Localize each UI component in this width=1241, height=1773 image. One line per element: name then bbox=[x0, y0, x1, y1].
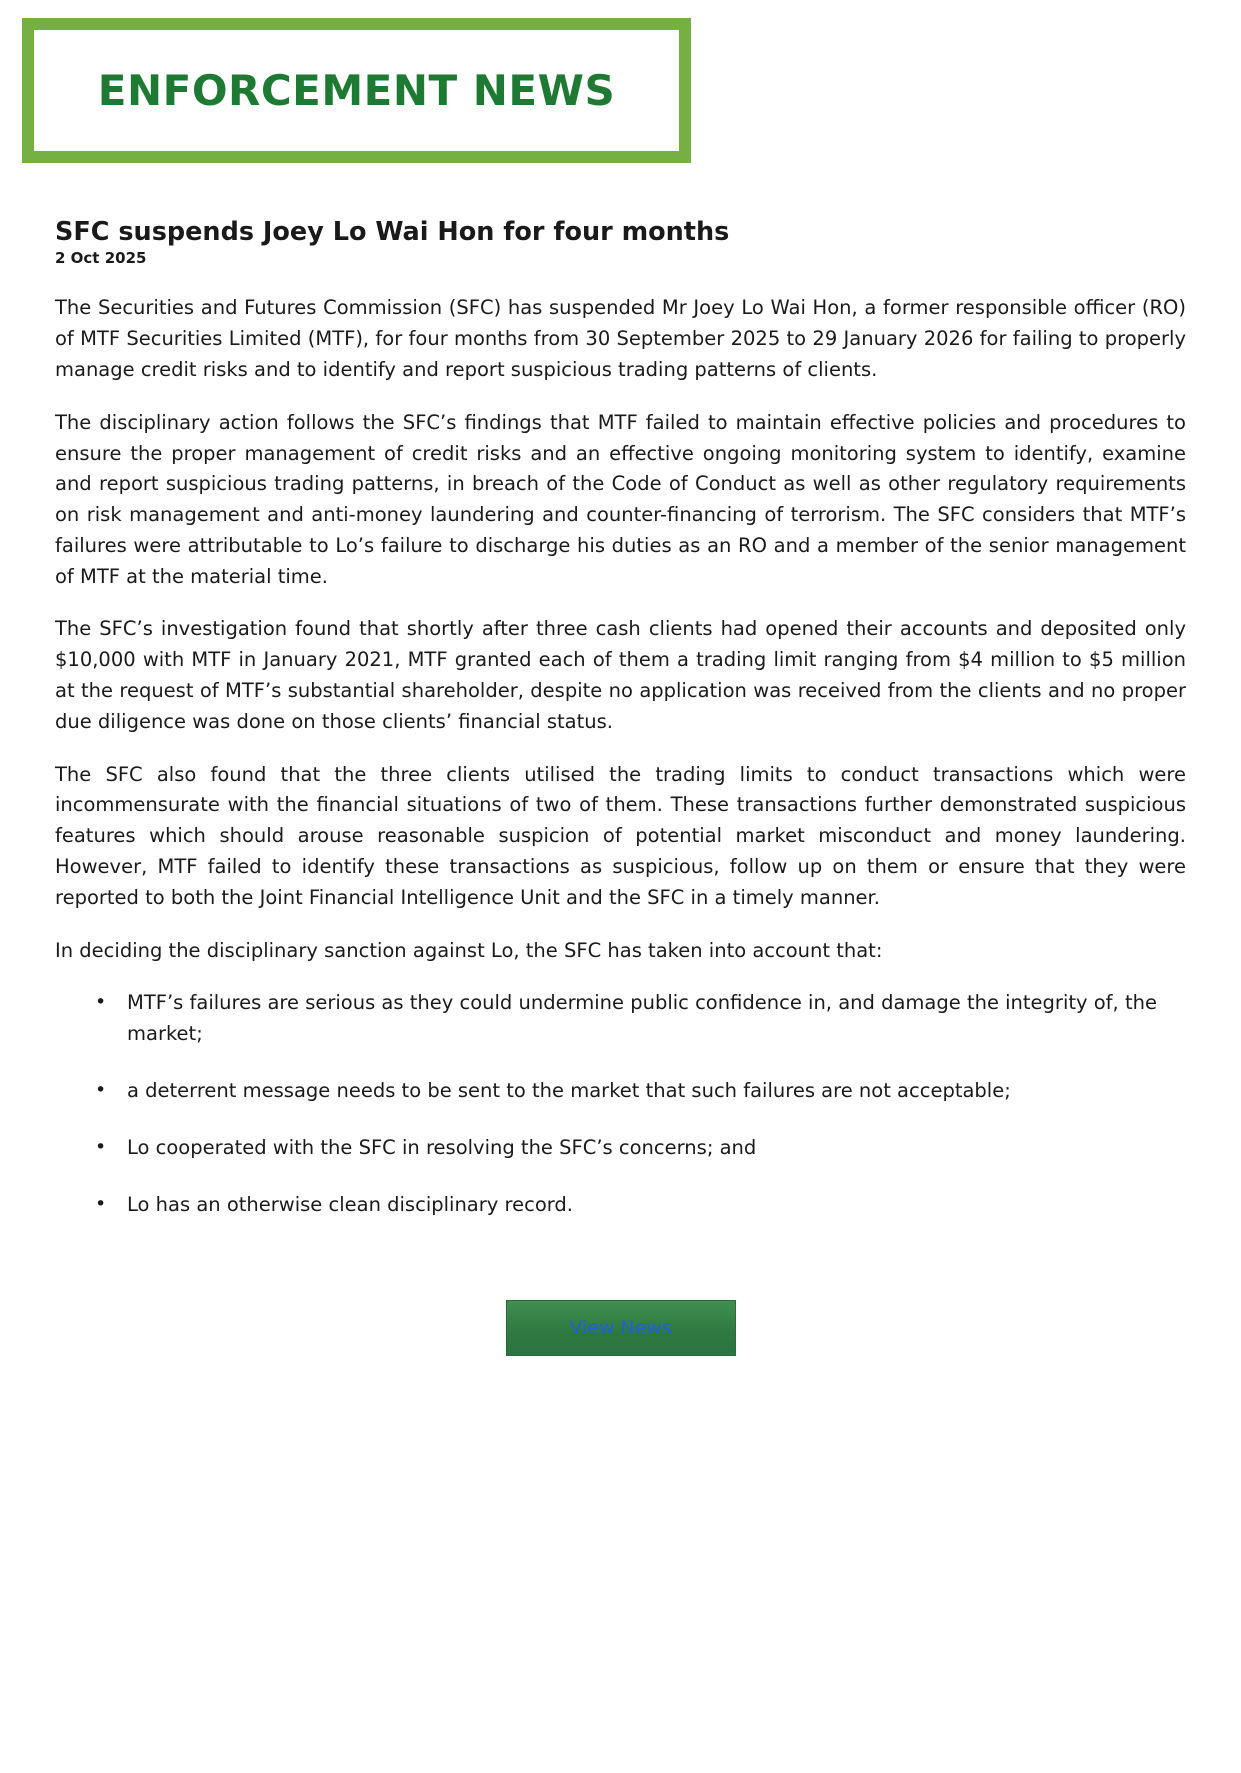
body-paragraph-1: The Securities and Futures Commission (SFC) has suspended Mr Joey Lo Wai Hon, a former responsible officer (RO) of MTF Securities Limited (MTF), for four months from 30 September 2025 to 29 January 2026 for failing to properly manage credit risks and to identify and report suspicious trading patterns of clients. bbox=[55, 296, 1186, 381]
list-item: • Lo cooperated with the SFC in resolving the SFC’s concerns; and bbox=[55, 1133, 1186, 1164]
view-news-button[interactable] bbox=[506, 1300, 736, 1356]
article bbox=[55, 218, 1186, 1416]
list-item: • a deterrent message needs to be sent to the market that such failures are not acceptable; bbox=[55, 1076, 1186, 1107]
body-paragraph-4: The SFC also found that the three clients utilised the trading limits to conduct transactions which were incommensurate with the financial situations of two of them. These transactions further demonstrated suspicious features which should arouse reasonable suspicion of potential market misconduct and money laundering. However, MTF failed to identify these transactions as suspicious, follow up on them or ensure that they were reported to both the Joint Financial Intelligence Unit and the SFC in a timely manner. bbox=[55, 762, 1186, 909]
list-intro-paragraph: In deciding the disciplinary sanction against Lo, the SFC has taken into account that: bbox=[55, 938, 883, 962]
list-item: • Lo has an otherwise clean disciplinary record. bbox=[55, 1190, 1186, 1221]
page-title: SFC suspends Joey Lo Wai Hon for four months bbox=[55, 217, 730, 247]
publication-date: 2 Oct 2025 bbox=[55, 249, 147, 268]
masthead-inner bbox=[34, 30, 679, 151]
body-paragraph-2: The disciplinary action follows the SFC’s findings that MTF failed to maintain effective policies and procedures to ensure the proper management of credit risks and an effective ongoing monitoring system to identify, examine and report suspicious trading patterns, in breach of the Code of Conduct as well as other regulatory requirements on risk management and anti-money laundering and counter-financing of terrorism. The SFC considers that MTF’s failures were attributable to Lo’s failure to discharge his duties as an RO and a member of the senior management of MTF at the material time. bbox=[55, 410, 1186, 588]
view-news-label[interactable]: View News bbox=[569, 1317, 672, 1340]
cta-container bbox=[55, 1300, 1186, 1416]
sanction-considerations-list bbox=[55, 988, 1186, 1220]
list-item: • MTF’s failures are serious as they could undermine public confidence in, and damage the integrity of, the market; bbox=[55, 988, 1186, 1050]
masthead-banner bbox=[22, 18, 691, 163]
body-paragraph-3: The SFC’s investigation found that shortly after three cash clients had opened their accounts and deposited only $10,000 with MTF in January 2021, MTF granted each of them a trading limit ranging from $4 million to $5 million at the request of MTF’s substantial shareholder, despite no application was received from the clients and no proper due diligence was done on those clients’ financial status. bbox=[55, 617, 1186, 733]
masthead-title: ENFORCEMENT NEWS bbox=[97, 66, 616, 115]
newsletter-page bbox=[0, 18, 1241, 1773]
